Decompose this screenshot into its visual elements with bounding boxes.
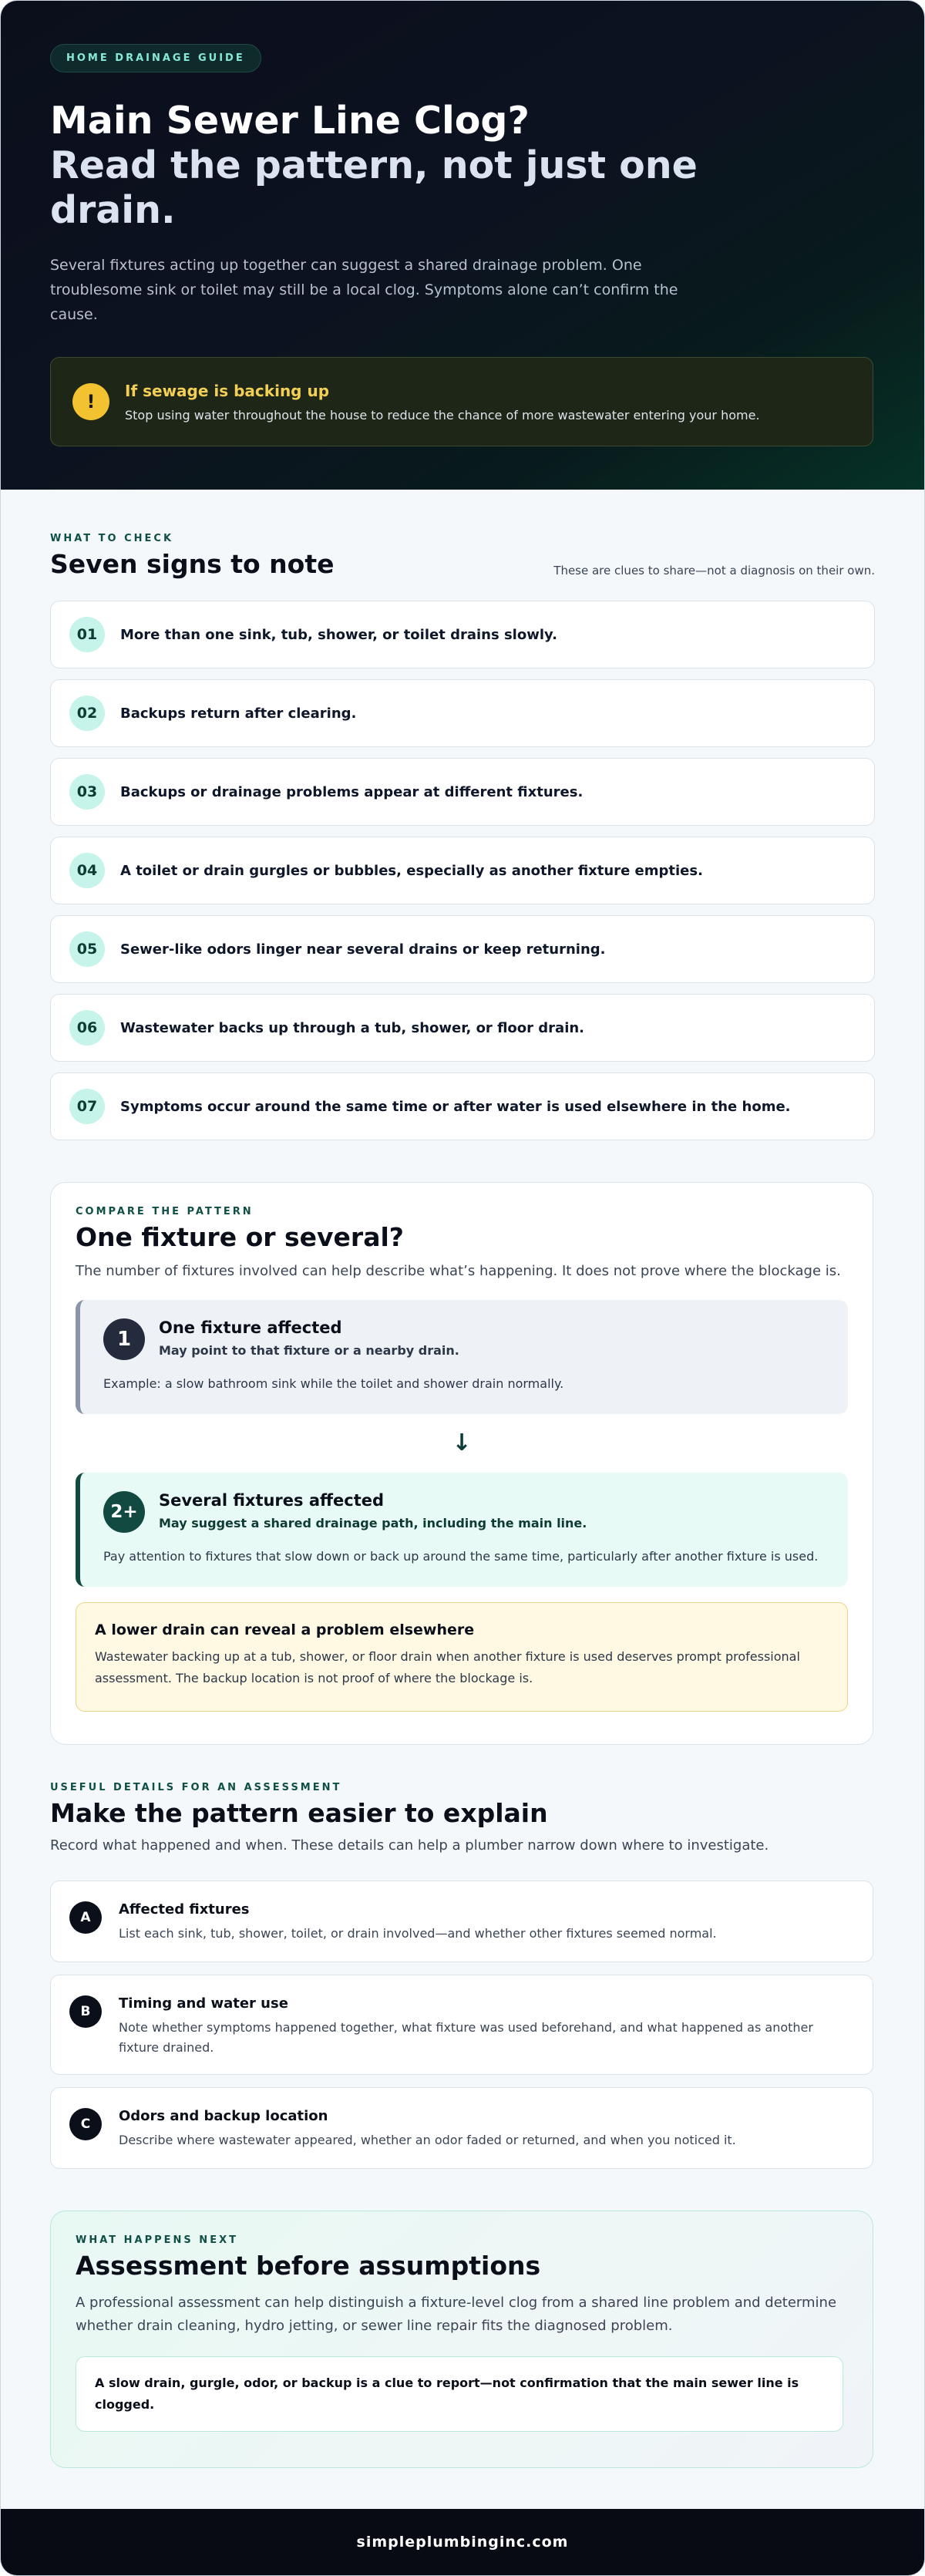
title-line-2: Read the pattern, not just one drain. bbox=[50, 143, 698, 232]
several-fixtures-title: Several fixtures affected bbox=[159, 1491, 385, 1510]
sign-text: Backups return after clearing. bbox=[120, 705, 357, 722]
detail-title: Timing and water use bbox=[119, 1995, 288, 2012]
signs-eyebrow: WHAT TO CHECK bbox=[50, 533, 174, 544]
warning-message: Wastewater backing up at a tub, shower, or floor drain when another fixture is used deserves prompt professional assessment. The backup location is not proof of where the blockage is. bbox=[95, 1649, 800, 1685]
warning-title: A lower drain can reveal a problem elsewhere bbox=[95, 1621, 475, 1638]
signs-title: Seven signs to note bbox=[50, 549, 335, 579]
signs-list bbox=[50, 601, 875, 1140]
several-fixtures-subtitle: May suggest a shared drainage path, including the main line. bbox=[159, 1516, 587, 1530]
sign-text: A toilet or drain gurgles or bubbles, especially as another fixture empties. bbox=[120, 862, 703, 879]
next-eyebrow: WHAT HAPPENS NEXT bbox=[76, 2234, 238, 2246]
sign-item bbox=[50, 758, 875, 826]
one-fixture-example: Example: a slow bathroom sink while the toilet and shower drain normally. bbox=[103, 1376, 564, 1391]
sign-number: 05 bbox=[69, 931, 105, 967]
hero-subtitle: Several fixtures acting up together can suggest a shared drainage problem. One troublesome sink or toilet may still be a local clog. Symptoms alone can’t confirm the cause. bbox=[50, 257, 678, 323]
one-fixture-subtitle: May point to that fixture or a nearby drain. bbox=[159, 1343, 459, 1358]
lower-drain-warning bbox=[76, 1602, 848, 1712]
sign-number: 01 bbox=[69, 617, 105, 652]
sign-item bbox=[50, 601, 875, 668]
compare-card bbox=[50, 1182, 873, 1745]
sign-number: 03 bbox=[69, 774, 105, 810]
signs-section bbox=[50, 533, 875, 1151]
details-lead: Record what happened and when. These details can help a plumber narrow down where to investigate. bbox=[50, 1837, 769, 1854]
sign-number: 07 bbox=[69, 1089, 105, 1124]
sign-text: Backups or drainage problems appear at different fixtures. bbox=[120, 783, 584, 800]
warning-icon: ! bbox=[72, 383, 109, 420]
sign-item bbox=[50, 1072, 875, 1140]
sign-item bbox=[50, 679, 875, 747]
sign-text: Symptoms occur around the same time or after water is used elsewhere in the home. bbox=[120, 1098, 791, 1115]
footer bbox=[1, 2509, 924, 2575]
several-fixtures-badge: 2+ bbox=[103, 1491, 145, 1533]
detail-card bbox=[50, 2087, 873, 2169]
sign-text: Wastewater backs up through a tub, shower, or floor drain. bbox=[120, 1019, 585, 1036]
compare-eyebrow: COMPARE THE PATTERN bbox=[76, 1206, 254, 1217]
signs-note: These are clues to share—not a diagnosis on their own. bbox=[553, 564, 875, 577]
arrow-down-icon: ↓ bbox=[452, 1429, 472, 1456]
several-fixtures-box bbox=[76, 1473, 848, 1587]
sign-number: 04 bbox=[69, 853, 105, 888]
detail-text: Describe where wastewater appeared, whether an odor faded or returned, and when you noticed it. bbox=[119, 2133, 736, 2147]
next-callout: A slow drain, gurgle, odor, or backup is a clue to report—not confirmation that the main sewer line is clogged. bbox=[76, 2356, 843, 2432]
detail-text: Note whether symptoms happened together, what fixture was used beforehand, and what happened as another fixture drained. bbox=[119, 2020, 813, 2055]
several-fixtures-example: Pay attention to fixtures that slow down or back up around the same time, particularly after another fixture is used. bbox=[103, 1549, 819, 1564]
hero-section bbox=[1, 1, 924, 490]
compare-title: One fixture or several? bbox=[76, 1222, 404, 1252]
footer-site-link[interactable]: simpleplumbinginc.com bbox=[356, 2534, 569, 2551]
one-fixture-badge: 1 bbox=[103, 1318, 145, 1360]
title-line-1: Main Sewer Line Clog? bbox=[50, 99, 530, 143]
details-eyebrow: USEFUL DETAILS FOR AN ASSESSMENT bbox=[50, 1782, 342, 1793]
sign-item bbox=[50, 837, 875, 904]
sign-text: More than one sink, tub, shower, or toilet drains slowly. bbox=[120, 626, 557, 643]
sign-number: 02 bbox=[69, 695, 105, 731]
one-fixture-title: One fixture affected bbox=[159, 1318, 342, 1337]
next-steps-card bbox=[50, 2211, 873, 2468]
sign-text: Sewer-like odors linger near several drains or keep returning. bbox=[120, 941, 606, 958]
next-lead: A professional assessment can help distinguish a fixture-level clog from a shared line problem and determine whether drain cleaning, hydro jetting, or sewer line repair fits the diagnosed problem. bbox=[76, 2295, 837, 2334]
one-fixture-box bbox=[76, 1300, 848, 1414]
detail-title: Affected fixtures bbox=[119, 1901, 250, 1918]
compare-lead: The number of fixtures involved can help describe what’s happening. It does not prove where the blockage is. bbox=[76, 1263, 841, 1279]
details-section bbox=[50, 1782, 873, 2181]
detail-letter: C bbox=[69, 2108, 102, 2140]
detail-letter: B bbox=[69, 1995, 102, 2028]
sign-item bbox=[50, 915, 875, 983]
detail-card bbox=[50, 1975, 873, 2075]
detail-title: Odors and backup location bbox=[119, 2108, 328, 2124]
detail-card bbox=[50, 1881, 873, 1962]
detail-text: List each sink, tub, shower, toilet, or drain involved—and whether other fixtures seemed normal. bbox=[119, 1926, 717, 1941]
sign-number: 06 bbox=[69, 1010, 105, 1046]
next-title: Assessment before assumptions bbox=[76, 2251, 541, 2281]
sign-item bbox=[50, 994, 875, 1062]
detail-letter: A bbox=[69, 1901, 102, 1934]
alert-message: Stop using water throughout the house to reduce the chance of more wastewater entering your home. bbox=[125, 407, 760, 423]
sewage-alert bbox=[50, 357, 873, 446]
page-title bbox=[50, 99, 875, 233]
details-title: Make the pattern easier to explain bbox=[50, 1798, 548, 1828]
guide-tag: HOME DRAINAGE GUIDE bbox=[50, 44, 261, 72]
alert-title: If sewage is backing up bbox=[125, 381, 330, 400]
